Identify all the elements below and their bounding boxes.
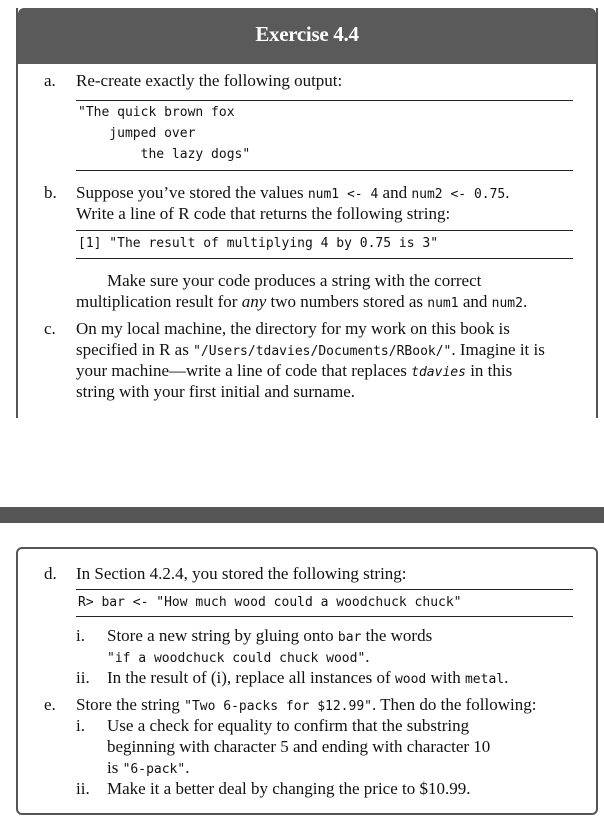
item-c-label: c. — [44, 319, 56, 338]
item-a-label: a. — [44, 71, 56, 90]
item-b-note-1: Make sure your code produces a string with the correct — [107, 271, 482, 290]
item-c-line-4: string with your first initial and surname. — [76, 382, 356, 401]
item-e-label: e. — [44, 695, 56, 714]
exercise-title: Exercise 4.4 — [255, 22, 359, 46]
code-rule-top — [76, 230, 573, 231]
code-a-line-1: "The quick brown fox — [78, 105, 235, 120]
code-rule-bottom — [76, 616, 573, 617]
item-e-i-line-2: beginning with character 5 and ending with character 10 — [107, 737, 491, 756]
item-e-line-1: Store the string "Two 6-packs for $12.99". Then do the following: — [76, 695, 537, 714]
item-e-ii-label: ii. — [76, 779, 90, 798]
item-e-i-line-3: is "6-pack". — [107, 758, 190, 777]
code-rule-bottom — [76, 258, 573, 259]
code-a-line-2: jumped over — [78, 126, 196, 141]
item-b-line-2: Write a line of R code that returns the following string: — [76, 204, 451, 223]
item-d-label: d. — [44, 564, 57, 583]
item-d-ii-label: ii. — [76, 668, 90, 687]
item-d-text: In Section 4.2.4, you stored the following string: — [76, 564, 407, 583]
exercise-header — [18, 8, 596, 64]
item-d-i-line-1: Store a new string by gluing onto bar the words — [107, 626, 433, 645]
code-rule-bottom — [76, 170, 573, 171]
page-divider-bar — [0, 507, 604, 523]
item-c-line-3: your machine—write a line of code that replaces tdavies in this — [76, 361, 513, 380]
item-c-line-1: On my local machine, the directory for my work on this book is — [76, 319, 510, 338]
code-rule-top — [76, 100, 573, 101]
item-e-i-line-1: Use a check for equality to confirm that the substring — [107, 716, 470, 735]
item-c-line-2: specified in R as "/Users/tdavies/Documents/RBook/". Imagine it is — [76, 340, 545, 359]
item-b-line-1: Suppose you’ve stored the values num1 <- 4 and num2 <- 0.75. — [76, 183, 510, 202]
item-e-i-label: i. — [76, 716, 85, 735]
item-a-text: Re-create exactly the following output: — [76, 71, 343, 90]
code-rule-top — [76, 589, 573, 590]
item-b-label: b. — [44, 183, 57, 202]
code-b: [1] "The result of multiplying 4 by 0.75 is 3" — [78, 236, 439, 251]
item-d-ii-text: In the result of (i), replace all instances of wood with metal. — [107, 668, 509, 687]
item-d-i-label: i. — [76, 626, 85, 645]
code-d: R> bar <- "How much wood could a woodchuck chuck" — [78, 595, 462, 610]
item-d-i-line-2: "if a woodchuck could chuck wood". — [107, 647, 370, 666]
code-a-line-3: the lazy dogs" — [78, 147, 251, 162]
item-e-ii-text: Make it a better deal by changing the price to $10.99. — [107, 779, 471, 798]
item-b-note-2: multiplication result for any two numbers stored as num1 and num2. — [76, 292, 528, 311]
